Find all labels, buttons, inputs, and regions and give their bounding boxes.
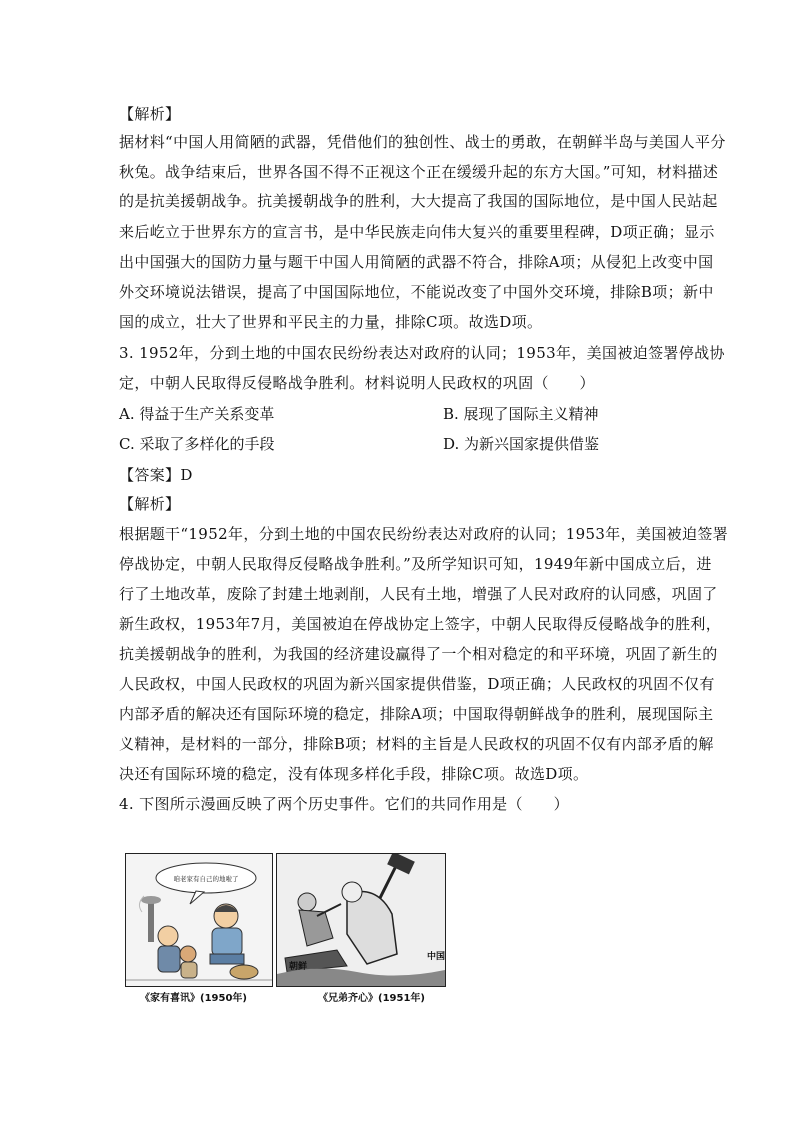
analysis-line: 出中国强大的国防力量与题干中国人用简陋的武器不符合，排除A项；从侵犯上改变中国: [119, 253, 714, 271]
option-c: C. 采取了多样化的手段: [119, 435, 275, 453]
analysis-line: 内部矛盾的解决还有国际环境的稳定，排除A项；中国取得朝鲜战争的胜利，展现国际主: [119, 705, 714, 723]
analysis-line: 外交环境说法错误，提高了中国国际地位，不能说改变了中国外交环境，排除B项；新中: [119, 283, 714, 301]
caption-left: 《家有喜讯》(1950年): [140, 993, 247, 1004]
option-d: D. 为新兴国家提供借鉴: [443, 435, 600, 453]
analysis-line: 人民政权，中国人民政权的巩固为新兴国家提供借鉴，D项正确；人民政权的巩固不仅有: [119, 675, 715, 693]
analysis-heading: 【解析】: [119, 495, 181, 513]
question-3-stem: 定，中朝人民取得反侵略战争胜利。材料说明人民政权的巩固（ ）: [119, 374, 595, 392]
cartoon-brothers-united: [276, 853, 446, 987]
caption-right: 《兄弟齐心》(1951年): [318, 993, 425, 1004]
cartoon-figure: [120, 853, 446, 1003]
analysis-line: 停战协定，中朝人民取得反侵略战争胜利。”及所学知识可知，1949年新中国成立后，进: [119, 555, 712, 573]
analysis-line: 抗美援朝战争的胜利，为我国的经济建设赢得了一个相对稳定的和平环境，巩固了新生的: [119, 645, 718, 663]
cartoon-family-news: [125, 853, 273, 987]
label-korea: 朝鲜: [289, 962, 308, 972]
analysis-line: 决还有国际环境的稳定，没有体现多样化手段，排除C项。故选D项。: [119, 765, 589, 783]
analysis-line: 新生政权，1953年7月，美国被迫在停战协定上签字，中朝人民取得反侵略战争的胜利，: [119, 615, 722, 633]
answer: 【答案】D: [119, 466, 193, 484]
label-china: 中国: [427, 952, 445, 962]
cartoon-family-news-drawing: [126, 854, 272, 986]
option-b: B. 展现了国际主义精神: [443, 405, 599, 423]
option-a: A. 得益于生产关系变革: [119, 405, 275, 423]
analysis-heading: 【解析】: [119, 105, 181, 123]
analysis-line: 据材料“中国人用简陋的武器，凭借他们的独创性、战士的勇敢，在朝鲜半岛与美国人平分: [119, 133, 726, 151]
cartoon-brothers-united-drawing: [277, 854, 445, 986]
speech-bubble-text: 咱老家有自己的地啦了: [173, 875, 239, 883]
question-4-stem: 4. 下图所示漫画反映了两个历史事件。它们的共同作用是（ ）: [119, 795, 569, 813]
analysis-line: 国的成立，壮大了世界和平民主的力量，排除C项。故选D项。: [119, 313, 543, 331]
question-3-stem: 3. 1952年，分到土地的中国农民纷纷表达对政府的认同；1953年，美国被迫签署停战协: [119, 344, 725, 362]
analysis-line: 的是抗美援朝战争。抗美援朝战争的胜利，大大提高了我国的国际地位，是中国人民站起: [119, 192, 718, 210]
analysis-line: 秋兔。战争结束后，世界各国不得不正视这个正在缓缓升起的东方大国。”可知，材料描述: [119, 163, 719, 181]
analysis-line: 义精神，是材料的一部分，排除B项；材料的主旨是人民政权的巩固不仅有内部矛盾的解: [119, 735, 714, 753]
analysis-line: 行了土地改革，废除了封建土地剥削，人民有土地，增强了人民对政府的认同感，巩固了: [119, 585, 718, 603]
analysis-line: 根据题干“1952年，分到土地的中国农民纷纷表达对政府的认同；1953年，美国被迫签署: [119, 525, 729, 543]
analysis-line: 来后屹立于世界东方的宣言书，是中华民族走向伟大复兴的重要里程碑，D项正确；显示: [119, 223, 715, 241]
